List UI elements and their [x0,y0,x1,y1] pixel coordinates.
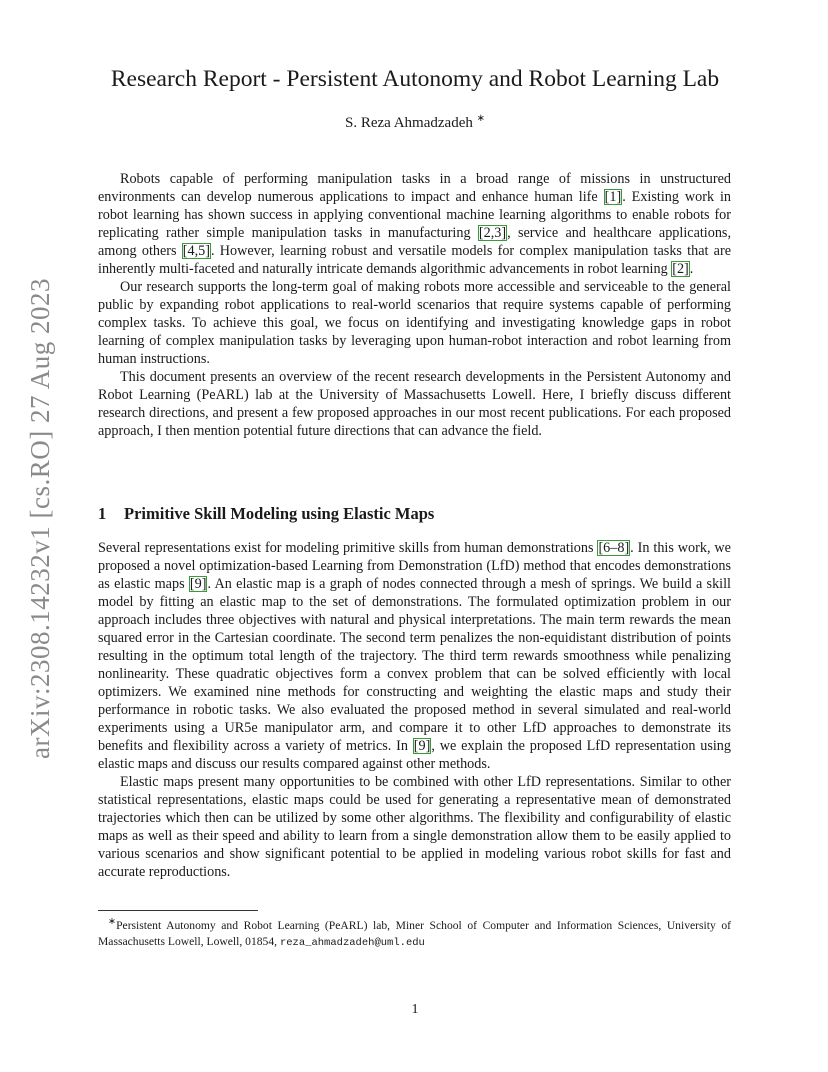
section-number: 1 [98,504,107,523]
footnote [98,914,731,951]
footnote-text [98,914,731,951]
citation-link[interactable]: [9] [189,576,207,592]
paper-title: Research Report - Persistent Autonomy and Robot Learning Lab [110,66,720,92]
text-run: . However, learning robust and versatile models for complex manipulation tasks that are inherently multi-faceted and naturally intricate demands algorithmic advancements in robot learning [98,243,731,277]
citation-link[interactable]: [6–8] [598,540,630,556]
citation-link[interactable]: [9] [413,738,431,754]
introduction [98,170,731,440]
author-footnote-mark: ∗ [476,113,485,124]
footnote-affiliation: Persistent Autonomy and Robot Learning (PeARL) lab, Miner School of Computer and Information Sciences, University of Massachusetts Lowell, Lowell, 01854, [98,918,731,948]
text-run: . Existing work in robot learning has shown success in applying conventional machine learning algorithms to enable robots for replicating rather simple manipulation tasks in manufacturing [98,189,731,241]
section-heading [98,504,731,524]
footnote-rule [98,910,258,911]
text-run: . [689,261,694,277]
text-run: , we explain the proposed LfD representation using elastic maps and discuss our results compared against other methods. [98,738,731,772]
footnote-mark: ∗ [108,916,117,927]
section-paragraph-2: Elastic maps present many opportunities to be combined with other LfD representations. Similar to other statistical representations, elastic maps could be used for generating a representative mean of demonstrated trajectories which then can be utilized by some other algorithms. The flexibility and configurability of elastic maps as well as their speed and ability to learn from a single demonstration allow them to be easily applied to various scenarios and show significant potential to be applied in modeling various robot skills for fast and accurate reproductions. [98,774,731,880]
text-run: , service and healthcare applications, among others [98,225,732,259]
author-line [60,113,770,132]
page-number: 1 [411,1002,419,1017]
author-name: S. Reza Ahmadzadeh [344,115,473,131]
arxiv-identifier-text: arXiv:2308.14232v1 [cs.RO] 27 Aug 2023 [24,277,55,759]
text-run: Several representations exist for modeling primitive skills from human demonstrations [98,540,598,556]
citation-link[interactable]: [1] [604,189,622,205]
intro-paragraph-1 [98,170,731,278]
intro-paragraph-3: This document presents an overview of the recent research developments in the Persistent Autonomy and Robot Learning (PeARL) lab at the University of Massachusetts Lowell. Here, I briefly discuss different research directions, and present a few proposed approaches in our most recent publications. For each proposed approach, I then mention potential future directions that can advance the field. [98,369,731,439]
intro-paragraph-2: Our research supports the long-term goal of making robots more accessible and serviceable to the general public by expanding robot applications to real-world scenarios that require systems capable of performing complex tasks. To achieve this goal, we focus on identifying and investigating knowledge gaps in robot learning of complex manipulation tasks by leveraging upon human-robot interaction and robot learning from human instructions. [98,279,731,367]
text-run: . An elastic map is a graph of nodes connected through a mesh of springs. We build a skill model by fitting an elastic map to the set of demonstrations. The formulated optimization problem in our approach includes three objectives with natural and physical interpretations. The main term rewards the mean squared error in the Cartesian coordinate. The second term penalizes the non-equidistant distribution of points resulting in the optimum total length of the trajectory. The third term rewards smoothness while penalizing nonlinearity. These quadratic objectives form a convex problem that can be solved efficiently with local optimizers. We examined nine methods for constructing and weighting the elastic maps and study their performance in robotic tasks. We also evaluated the proposed method in several simulated and real-world experiments using a UR5e manipulator arm, and compare it to other LfD approaches to demonstrate its benefits and flexibility across a variety of metrics. In [98,576,731,754]
text-run: Robots capable of performing manipulation tasks in a broad range of missions in unstructured environments can develop numerous applications to impact and enhance human life [98,171,731,205]
section-title: Primitive Skill Modeling using Elastic Maps [124,504,435,523]
text-run: . In this work, we proposed a novel optimization-based Learning from Demonstration (LfD) method that encodes demonstrations as elastic maps [98,540,731,592]
arxiv-identifier [22,278,58,758]
section-body [98,539,731,881]
citation-link[interactable]: [2] [672,261,689,277]
citation-link[interactable]: [4,5] [182,243,210,259]
footnote-email[interactable]: reza_ahmadzadeh@uml.edu [279,936,425,949]
citation-link[interactable]: [2,3] [478,225,507,241]
section-paragraph-1 [98,539,731,773]
